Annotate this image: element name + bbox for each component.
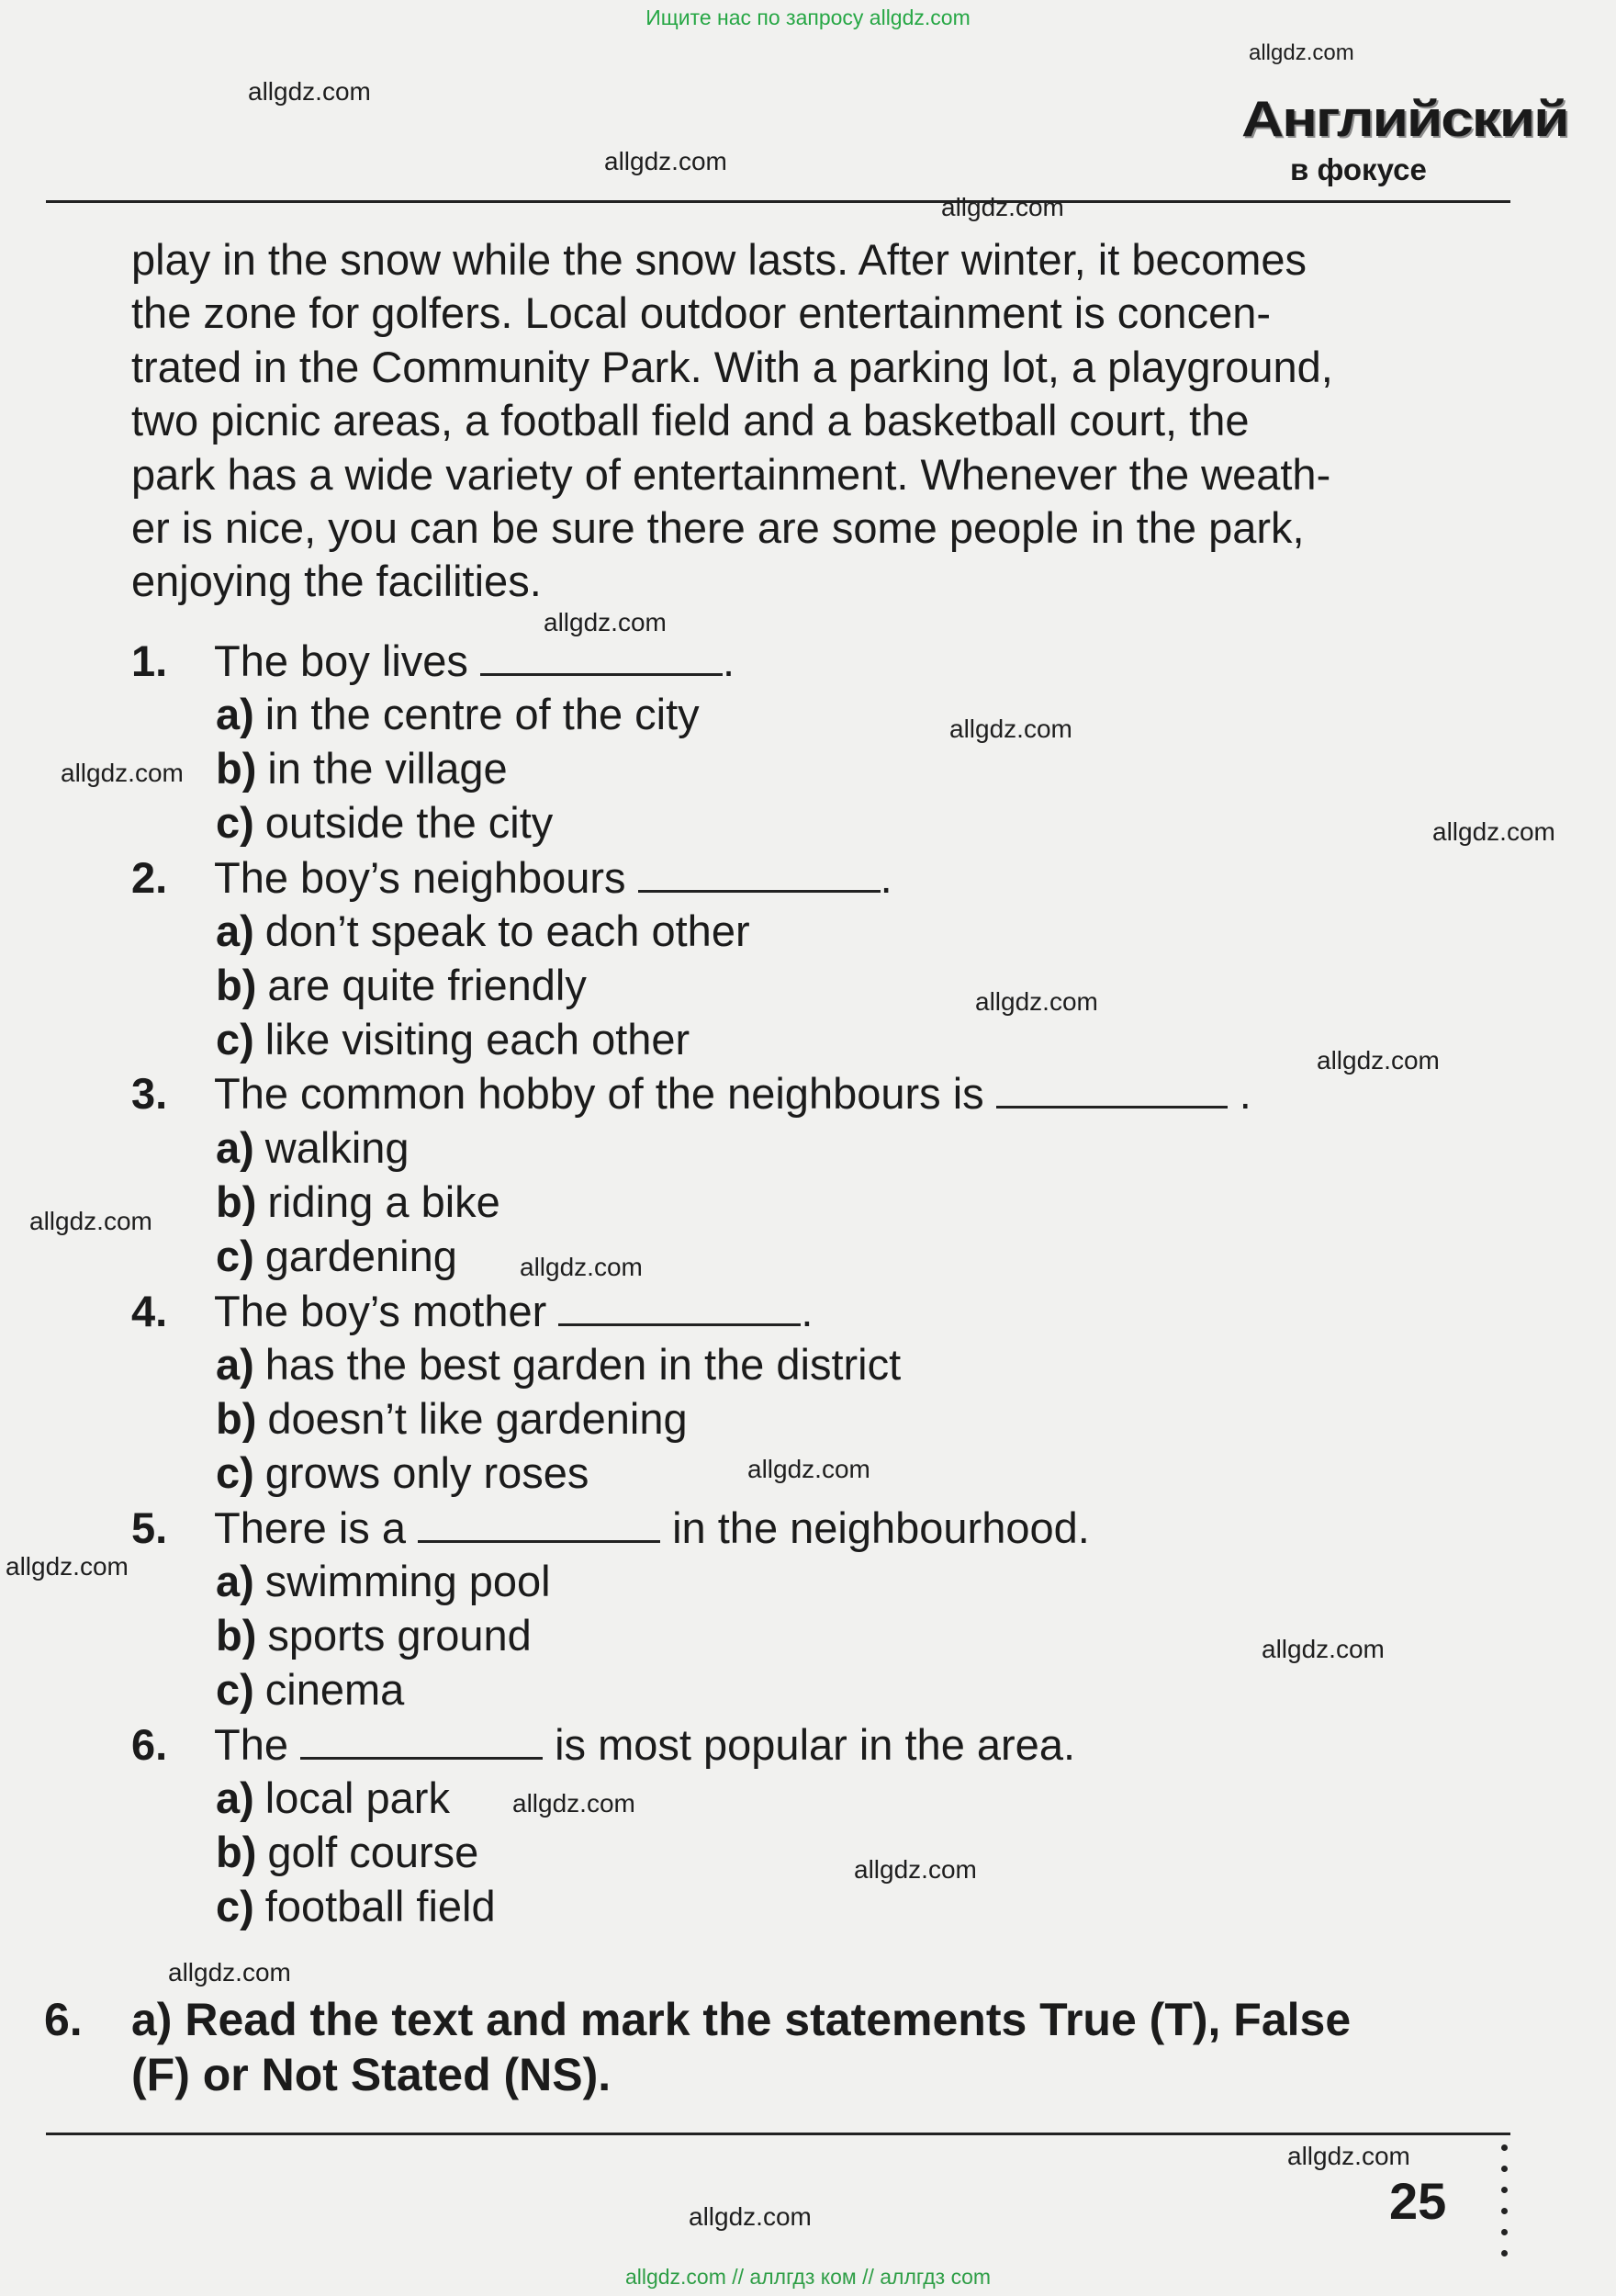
watermark: allgdz.com — [6, 1552, 129, 1581]
watermark: allgdz.com — [1249, 40, 1354, 65]
watermark: allgdz.com — [1287, 2142, 1410, 2170]
option-4b: b) doesn’t like gardening — [216, 1394, 688, 1443]
watermark: allgdz.com — [747, 1455, 870, 1483]
margin-dot — [1501, 2187, 1508, 2193]
text-line: park has a wide variety of entertainment. Whenever the weath- — [131, 449, 1331, 499]
top-banner-link[interactable]: Ищите нас по запросу allgdz.com — [645, 6, 971, 29]
question-number: 6. — [131, 1720, 168, 1769]
margin-dot — [1501, 2208, 1508, 2214]
text-line: er is nice, you can be sure there are some people in the park, — [131, 503, 1305, 553]
question-number: 4. — [131, 1287, 168, 1335]
option-6b: b) golf course — [216, 1828, 479, 1876]
option-4c: c) grows only roses — [216, 1448, 589, 1497]
option-2c: c) like visiting each other — [216, 1015, 690, 1064]
option-5b: b) sports ground — [216, 1611, 532, 1660]
option-2b: b) are quite friendly — [216, 961, 587, 1009]
reading-text — [131, 233, 1509, 609]
option-6a: a) local park — [216, 1773, 450, 1822]
option-6c: c) football field — [216, 1882, 496, 1930]
text-line: two picnic areas, a football field and a basketball court, the — [131, 396, 1250, 445]
book-logo-subtitle: в фокусе — [1290, 152, 1427, 186]
answer-blank — [480, 642, 723, 676]
watermark: allgdz.com — [975, 987, 1098, 1016]
watermark: allgdz.com — [512, 1789, 635, 1818]
question-number: 2. — [131, 853, 168, 902]
task-instruction-line-2: (F) or Not Stated (NS). — [131, 2049, 612, 2100]
answer-blank — [558, 1292, 801, 1326]
text-line: trated in the Community Park. With a parking lot, a playground, — [131, 342, 1333, 391]
watermark: allgdz.com — [520, 1253, 643, 1281]
watermark: allgdz.com — [168, 1958, 291, 1986]
watermark: allgdz.com — [1317, 1046, 1440, 1075]
option-4a: a) has the best garden in the district — [216, 1340, 902, 1389]
option-5c: c) cinema — [216, 1665, 405, 1714]
margin-dot — [1501, 2144, 1508, 2151]
option-3b: b) riding a bike — [216, 1177, 500, 1226]
watermark: allgdz.com — [248, 77, 371, 106]
header-rule — [46, 200, 1510, 203]
book-logo-title: Английский — [1241, 90, 1568, 148]
watermark: allgdz.com — [29, 1207, 152, 1235]
answer-blank — [996, 1075, 1228, 1109]
page-number: 25 — [1389, 2172, 1447, 2230]
question-1: 1. The boy lives . — [131, 636, 735, 685]
question-5: 5. There is a in the neighbourhood. — [131, 1503, 1090, 1552]
answer-blank — [300, 1726, 543, 1760]
text-line: play in the snow while the snow lasts. After winter, it becomes — [131, 235, 1307, 284]
watermark: allgdz.com — [604, 147, 727, 175]
question-number: 3. — [131, 1069, 168, 1118]
watermark: allgdz.com — [61, 759, 184, 787]
text-line: enjoying the facilities. — [131, 557, 542, 606]
answer-blank — [638, 859, 881, 893]
task-instruction-line-1: a) Read the text and mark the statements True (T), False — [131, 1994, 1352, 2045]
option-3a: a) walking — [216, 1123, 410, 1172]
margin-dot — [1501, 2166, 1508, 2172]
question-6: 6. The is most popular in the area. — [131, 1720, 1076, 1769]
watermark: allgdz.com — [1262, 1635, 1385, 1663]
bottom-banner-link[interactable]: allgdz.com // аллгдз ком // аллгдз com — [624, 2265, 992, 2289]
watermark: allgdz.com — [544, 608, 667, 636]
question-3: 3. The common hobby of the neighbours is . — [131, 1069, 1251, 1118]
option-5a: a) swimming pool — [216, 1557, 551, 1605]
task-number: 6. — [44, 1994, 83, 2045]
question-4: 4. The boy’s mother . — [131, 1287, 814, 1335]
watermark: allgdz.com — [854, 1855, 977, 1884]
watermark: allgdz.com — [941, 193, 1064, 221]
option-1c: c) outside the city — [216, 798, 554, 847]
margin-dot — [1501, 2229, 1508, 2235]
text-line: the zone for golfers. Local outdoor entertainment is concen- — [131, 288, 1272, 338]
watermark: allgdz.com — [1432, 817, 1555, 846]
question-number: 5. — [131, 1503, 168, 1552]
footer-rule — [46, 2133, 1510, 2135]
option-1b: b) in the village — [216, 744, 508, 793]
margin-dot — [1501, 2250, 1508, 2257]
option-3c: c) gardening — [216, 1232, 457, 1280]
option-2a: a) don’t speak to each other — [216, 906, 750, 955]
watermark: allgdz.com — [689, 2202, 812, 2231]
question-number: 1. — [131, 636, 168, 685]
question-2: 2. The boy’s neighbours . — [131, 853, 892, 902]
answer-blank — [418, 1509, 660, 1543]
watermark: allgdz.com — [949, 715, 1072, 743]
option-1a: a) in the centre of the city — [216, 690, 700, 738]
